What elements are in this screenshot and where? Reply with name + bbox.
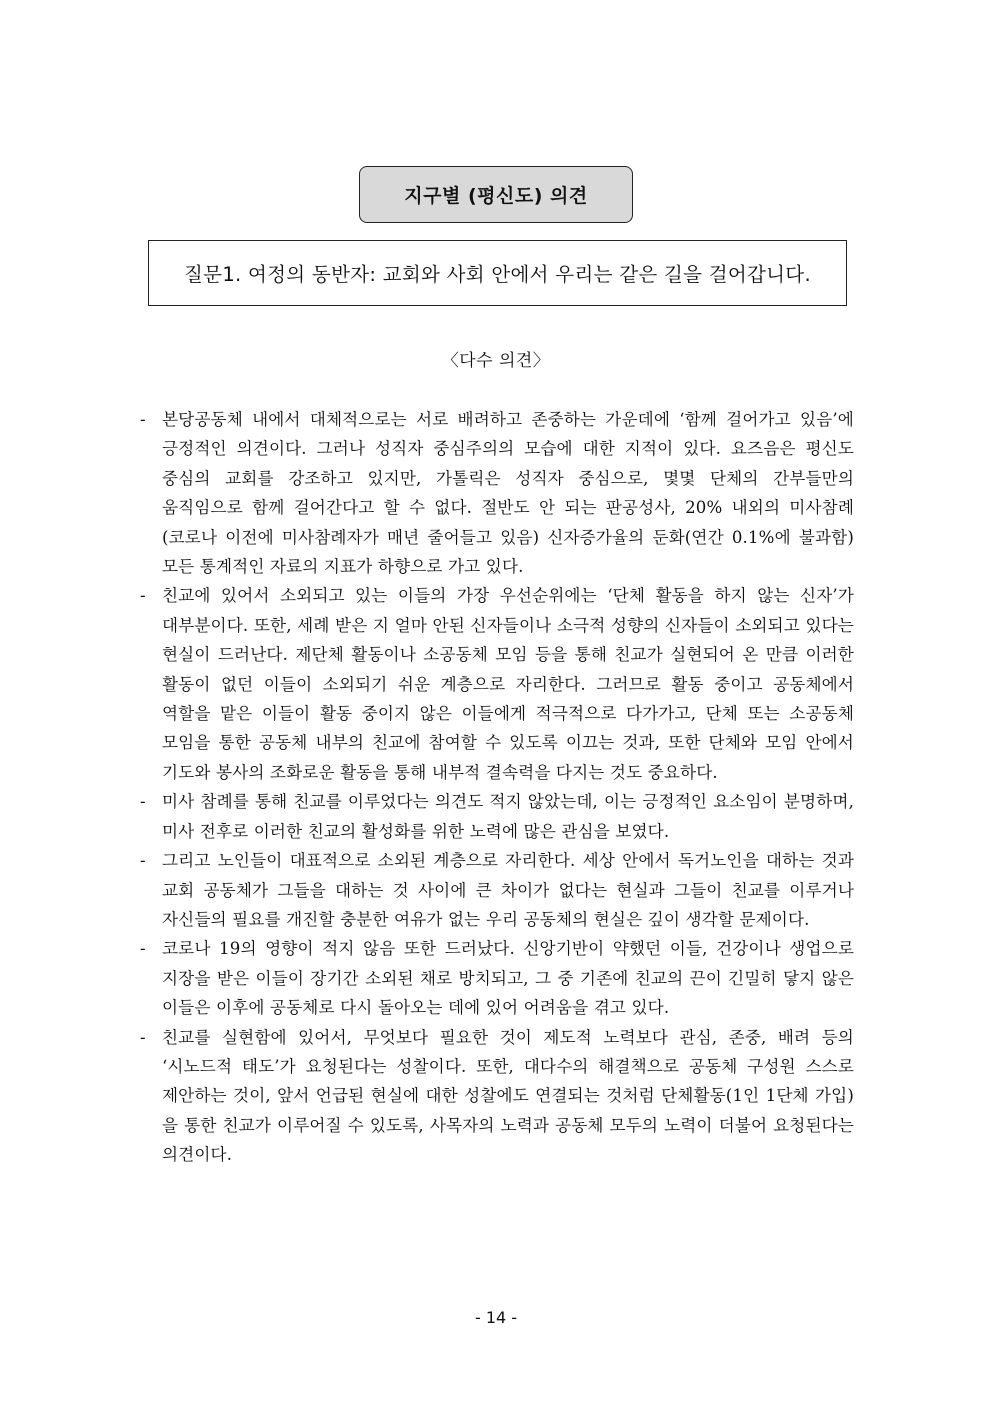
opinion-list (140, 405, 854, 1170)
bullet-dash: - (140, 792, 146, 812)
bullet-dash: - (140, 586, 146, 606)
opinion-item (140, 787, 854, 846)
opinion-item (140, 934, 854, 1022)
opinion-text: 코로나 19의 영향이 적지 않음 또한 드러났다. 신앙기반이 약했던 이들, 건강이나 생업으로 지장을 받은 이들이 장기간 소외된 채로 방치되고, 그 중 기존에 친교의 끈이 긴밀히 닿지 않은 이들은 이후에 공동체로 다시 돌아오는 데에 있어 어려움을 겪고 있다. (162, 939, 854, 1018)
opinion-text: 친교를 실현함에 있어서, 무엇보다 필요한 것이 제도적 노력보다 관심, 존중, 배려 등의 ‘시노드적 태도’가 요청된다는 성찰이다. 또한, 대다수의 해결책으로 공동체 구성원 스스로 제안하는 것이, 앞서 언급된 현실에 대한 성찰에도 연결되는 것처럼 단체활동(1인 1단체 가입)을 통한 친교가 이루어질 수 있도록, 사목자의 노력과 공동체 모두의 노력이 더불어 요청된다는 의견이다. (162, 1027, 854, 1165)
opinion-text: 친교에 있어서 소외되고 있는 이들의 가장 우선순위에는 ‘단체 활동을 하지 않는 신자’가 대부분이다. 또한, 세례 받은 지 얼마 안된 신자들이나 소극적 성향의 신자들이 소외되고 있다는 현실이 드러난다. 제단체 활동이나 소공동체 모임 등을 통해 친교가 실현되어 온 만큼 이러한 활동이 없던 이들이 소외되기 쉬운 계층으로 자리한다. 그러므로 활동 중이고 공동체에서 역할을 맡은 이들이 활동 중이지 않은 이들에게 적극적으로 다가가고, 단체 또는 소공동체 모임을 통한 공동체 내부의 친교에 참여할 수 있도록 이끄는 것과, 또한 단체와 모임 안에서 기도와 봉사의 조화로운 활동을 통해 내부적 결속력을 다지는 것도 중요하다. (162, 586, 854, 782)
page-number: - 14 - (474, 1308, 518, 1327)
opinion-text: 미사 참례를 통해 친교를 이루었다는 의견도 적지 않았는데, 이는 긍정적인 요소임이 분명하며, 미사 전후로 이러한 친교의 활성화를 위한 노력에 많은 관심을 보였다. (162, 792, 854, 841)
bullet-dash: - (140, 939, 146, 959)
majority-opinion-heading: 〈다수 의견〉 (441, 351, 551, 371)
bullet-dash: - (140, 410, 146, 429)
opinion-item (140, 405, 854, 581)
section-title: 지구별 (평신도) 의견 (359, 166, 633, 223)
opinion-text: 그리고 노인들이 대표적으로 소외된 계층으로 자리한다. 세상 안에서 독거노인을 대하는 것과 교회 공동체가 그들을 대하는 것 사이에 큰 차이가 없다는 현실과 그들이 친교를 이루거나 자신들의 필요를 개진할 충분한 여유가 없는 우리 공동체의 현실은 깊이 생각할 문제이다. (162, 851, 854, 929)
opinion-text: 본당공동체 내에서 대체적으로는 서로 배려하고 존중하는 가운데에 ‘함께 걸어가고 있음’에 긍정적인 의견이다. 그러나 성직자 중심주의의 모습에 대한 지적이 있다. 요즈음은 평신도 중심의 교회를 강조하고 있지만, 가톨릭은 성직자 중심으로, 몇몇 단체의 간부들만의 움직임으로 함께 걸어간다고 할 수 없다. 절반도 안 되는 판공성사, 20% 내외의 미사참례(코로나 이전에 미사참례자가 매년 줄어들고 있음) 신자증가율의 둔화(연간 0.1%에 불과함) 모든 통계적인 자료의 지표가 하향으로 가고 있다. (162, 410, 854, 577)
question-heading: 질문1. 여정의 동반자: 교회와 사회 안에서 우리는 같은 길을 걸어갑니다. (148, 240, 847, 306)
opinion-item (140, 581, 854, 787)
bullet-dash: - (140, 1027, 146, 1047)
opinion-item (140, 846, 854, 934)
opinion-item (140, 1023, 854, 1170)
bullet-dash: - (140, 851, 146, 871)
